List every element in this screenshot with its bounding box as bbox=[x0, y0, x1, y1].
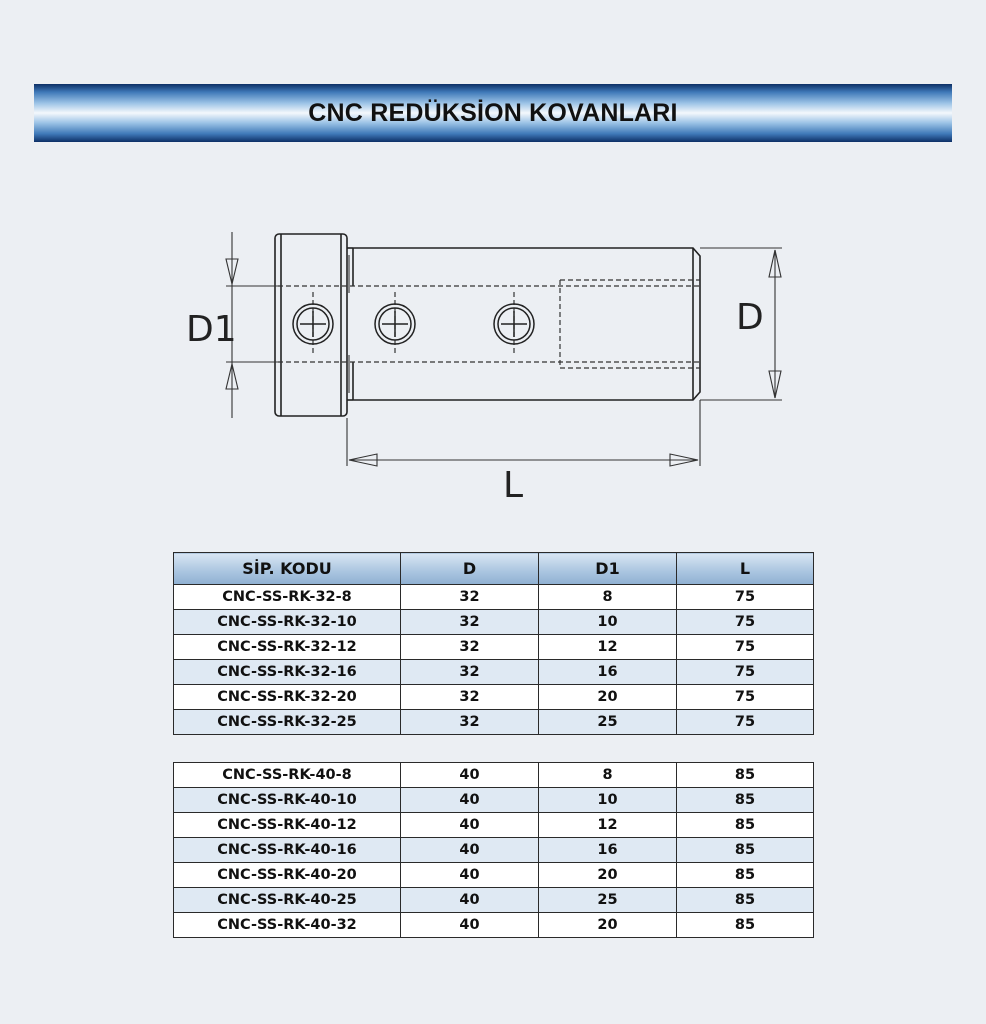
cell-l: 85 bbox=[677, 763, 814, 788]
header-d: D bbox=[401, 553, 539, 585]
flange-head bbox=[275, 234, 347, 416]
cell-d1: 20 bbox=[539, 685, 677, 710]
cell-d: 32 bbox=[401, 710, 539, 735]
cell-l: 75 bbox=[677, 685, 814, 710]
table-row bbox=[174, 635, 814, 660]
cell-d: 32 bbox=[401, 610, 539, 635]
cell-d: 32 bbox=[401, 585, 539, 610]
table-row bbox=[174, 888, 814, 913]
cell-l: 75 bbox=[677, 585, 814, 610]
cell-l: 75 bbox=[677, 660, 814, 685]
cell-l: 85 bbox=[677, 913, 814, 938]
header-order-code: SİP. KODU bbox=[174, 553, 401, 585]
cell-l: 75 bbox=[677, 710, 814, 735]
cell-d1: 8 bbox=[539, 763, 677, 788]
d1-label: D1 bbox=[186, 309, 237, 350]
cell-d1: 25 bbox=[539, 710, 677, 735]
cell-order-code: CNC-SS-RK-40-8 bbox=[174, 763, 401, 788]
spec-table-32 bbox=[173, 552, 814, 735]
cell-d: 32 bbox=[401, 635, 539, 660]
cell-l: 85 bbox=[677, 788, 814, 813]
table-row bbox=[174, 710, 814, 735]
cell-order-code: CNC-SS-RK-32-10 bbox=[174, 610, 401, 635]
cell-d: 40 bbox=[401, 888, 539, 913]
cell-d1: 10 bbox=[539, 610, 677, 635]
cell-order-code: CNC-SS-RK-32-16 bbox=[174, 660, 401, 685]
cell-order-code: CNC-SS-RK-40-16 bbox=[174, 838, 401, 863]
cell-d1: 20 bbox=[539, 913, 677, 938]
l-label: L bbox=[503, 465, 524, 506]
cell-l: 75 bbox=[677, 635, 814, 660]
header-l: L bbox=[677, 553, 814, 585]
cell-order-code: CNC-SS-RK-40-32 bbox=[174, 913, 401, 938]
cell-d1: 25 bbox=[539, 888, 677, 913]
cell-d: 40 bbox=[401, 763, 539, 788]
spec-table-40 bbox=[173, 762, 814, 938]
cell-d1: 12 bbox=[539, 813, 677, 838]
table-row bbox=[174, 610, 814, 635]
cell-d1: 8 bbox=[539, 585, 677, 610]
cell-l: 85 bbox=[677, 888, 814, 913]
table-row bbox=[174, 660, 814, 685]
cell-d: 40 bbox=[401, 788, 539, 813]
cell-l: 75 bbox=[677, 610, 814, 635]
cell-d1: 12 bbox=[539, 635, 677, 660]
cell-d1: 20 bbox=[539, 863, 677, 888]
cell-d: 40 bbox=[401, 838, 539, 863]
table-row bbox=[174, 913, 814, 938]
cell-order-code: CNC-SS-RK-32-12 bbox=[174, 635, 401, 660]
table-row bbox=[174, 863, 814, 888]
cell-order-code: CNC-SS-RK-40-12 bbox=[174, 813, 401, 838]
cell-order-code: CNC-SS-RK-40-20 bbox=[174, 863, 401, 888]
d-label: D bbox=[736, 297, 764, 338]
cell-l: 85 bbox=[677, 813, 814, 838]
cell-order-code: CNC-SS-RK-32-25 bbox=[174, 710, 401, 735]
cell-d: 40 bbox=[401, 863, 539, 888]
table-row bbox=[174, 813, 814, 838]
table-row bbox=[174, 685, 814, 710]
cell-d: 32 bbox=[401, 685, 539, 710]
cell-d: 40 bbox=[401, 813, 539, 838]
table-row bbox=[174, 788, 814, 813]
cell-order-code: CNC-SS-RK-32-20 bbox=[174, 685, 401, 710]
cell-order-code: CNC-SS-RK-32-8 bbox=[174, 585, 401, 610]
cell-l: 85 bbox=[677, 838, 814, 863]
table-row bbox=[174, 838, 814, 863]
cell-d: 32 bbox=[401, 660, 539, 685]
l-dimension bbox=[347, 400, 700, 466]
page-title: CNC REDÜKSİON KOVANLARI bbox=[308, 98, 678, 127]
table-row bbox=[174, 585, 814, 610]
cell-d1: 16 bbox=[539, 660, 677, 685]
cell-order-code: CNC-SS-RK-40-10 bbox=[174, 788, 401, 813]
cell-d: 40 bbox=[401, 913, 539, 938]
header-d1: D1 bbox=[539, 553, 677, 585]
cell-l: 85 bbox=[677, 863, 814, 888]
cell-d1: 16 bbox=[539, 838, 677, 863]
table-header-row bbox=[174, 553, 814, 585]
table-row bbox=[174, 763, 814, 788]
cell-order-code: CNC-SS-RK-40-25 bbox=[174, 888, 401, 913]
cell-d1: 10 bbox=[539, 788, 677, 813]
